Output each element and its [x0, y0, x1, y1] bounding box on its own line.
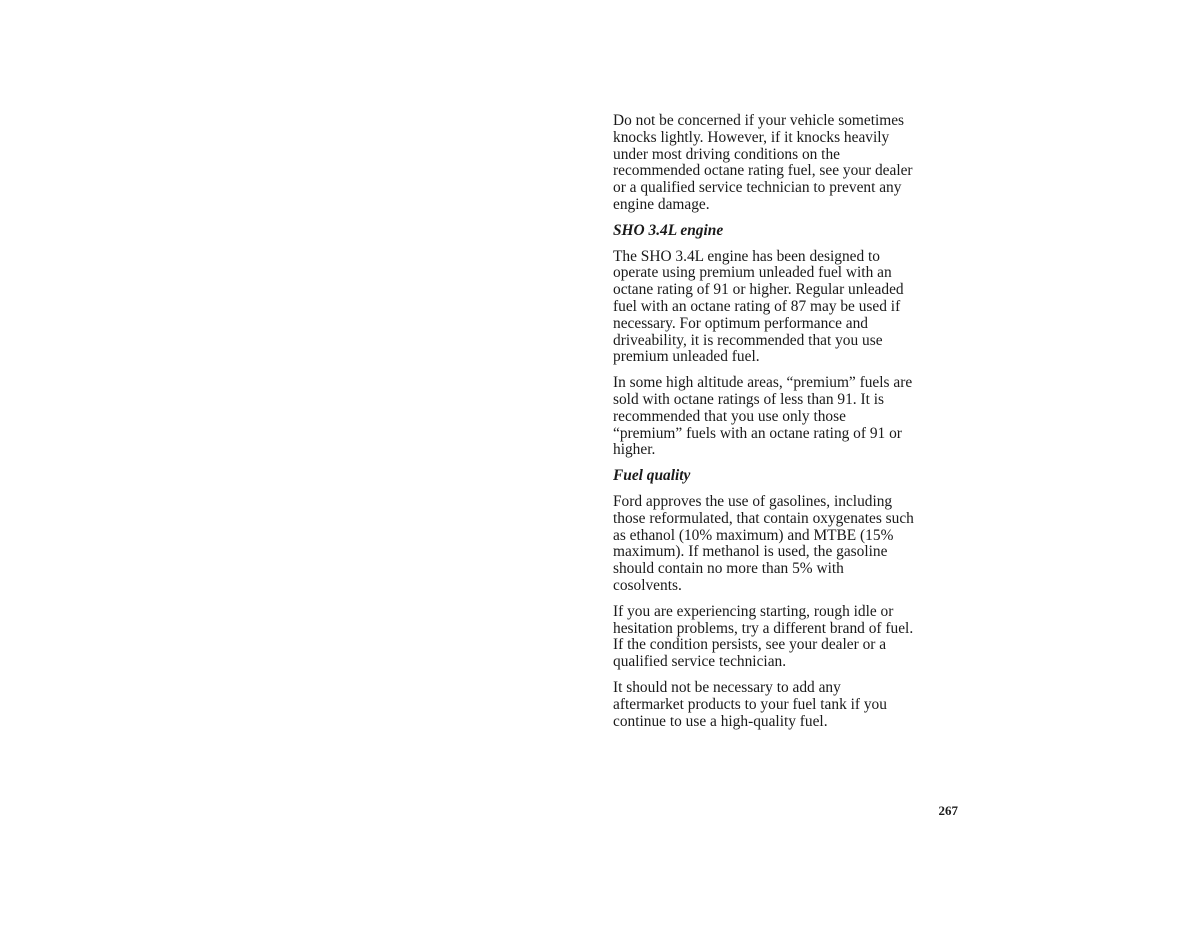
paragraph-oxygenates: Ford approves the use of gasolines, including those reformulated, that contain oxygenates such as ethanol (10% maximum) and MTBE (15% maximum). If methanol is used, the gasoline should contain no more than 5% with cosolvents.: [613, 492, 914, 594]
paragraph-high-altitude: In some high altitude areas, “premium” fuels are sold with octane ratings of less than 91. It is recommended that you use only those “premium” fuels with an octane rating of 91 or higher.: [613, 374, 913, 459]
heading-fuel-quality: Fuel quality: [613, 467, 691, 485]
page-number: 267: [938, 803, 958, 818]
paragraph-starting-problems: If you are experiencing starting, rough idle or hesitation problems, try a different brand of fuel. If the condition persists, see your dealer or a qualified service technician.: [613, 602, 914, 671]
heading-sho-engine: SHO 3.4L engine: [613, 221, 724, 239]
paragraph-aftermarket: It should not be necessary to add any aftermarket products to your fuel tank if you continue to use a high-quality fuel.: [613, 678, 887, 730]
paragraph-knocking: Do not be concerned if your vehicle sometimes knocks lightly. However, if it knocks heavily under most driving conditions on the recommended octane rating fuel, see your dealer or a qualified service technician to prevent any engine damage.: [613, 112, 913, 213]
text-column: [613, 113, 963, 739]
paragraph-sho-fuel: The SHO 3.4L engine has been designed to operate using premium unleaded fuel with an octane rating of 91 or higher. Regular unleaded fuel with an octane rating of 87 may be used if necessary. For optimum performance and driveability, it is recommended that you use premium unleaded fuel.: [613, 247, 904, 366]
